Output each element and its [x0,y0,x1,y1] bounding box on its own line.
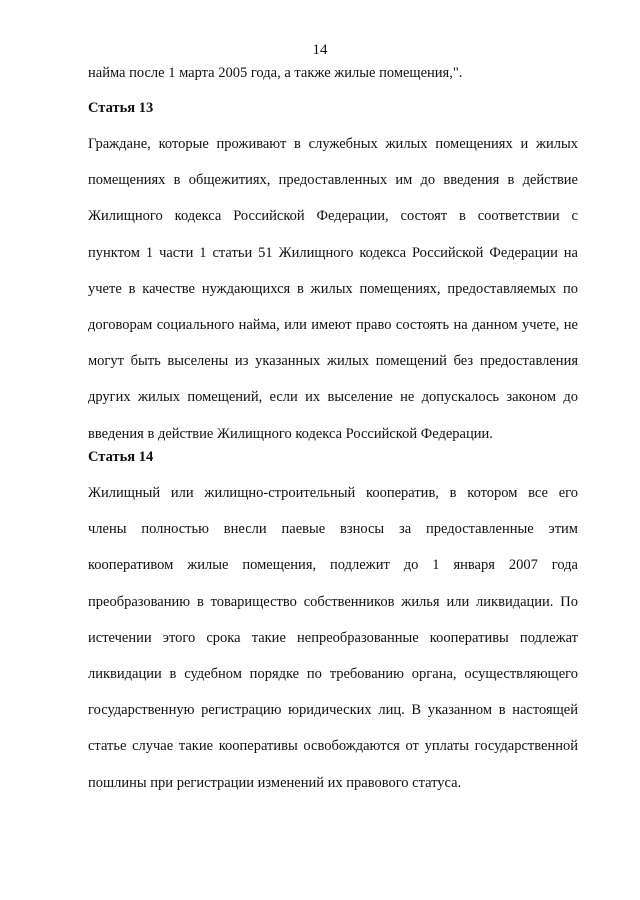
article-13-paragraph [88,126,578,452]
article-13-line: пунктом 1 части 1 статьи 51 Жилищного кодекса Российской Федерации на [88,244,578,261]
article-14-line: статье случае такие кооперативы освобождаются от уплаты государственной [88,738,578,755]
continuation-text: найма после 1 марта 2005 года, а также жилые помещения,". [88,65,463,81]
article-14-line: пошлины при регистрации изменений их правового статуса. [88,774,462,791]
article-14-line: ликвидации в судебном порядке по требованию органа, осуществляющего [88,666,578,683]
article-13-heading: Статья 13 [88,100,154,116]
article-13-line: Жилищного кодекса Российской Федерации, состоят в соответствии с [88,208,578,225]
article-14-heading: Статья 14 [88,449,154,465]
article-14-line: преобразованию в товарищество собственников жилья или ликвидации. По [88,593,578,610]
page-number: 14 [312,42,328,58]
article-13-line: могут быть выселены из указанных жилых помещений без предоставления [88,353,578,370]
article-13-line: Граждане, которые проживают в служебных жилых помещениях и жилых [88,136,578,152]
article-14-line: истечении этого срока такие непреобразованные кооперативы подлежат [88,629,578,646]
article-14-line: Жилищный или жилищно-строительный кооператив, в котором все его [88,485,578,501]
article-13-line: введения в действие Жилищного кодекса Российской Федерации. [88,425,493,442]
article-13-line: договорам социального найма, или имеют право состоять на данном учете, не [88,317,578,334]
article-13-line: учете в качестве нуждающихся в жилых помещениях, предоставляемых по [88,280,578,297]
article-14-line: государственную регистрацию юридических лиц. В указанном в настоящей [88,702,578,719]
article-14-paragraph [88,475,578,801]
article-13-line: помещениях в общежитиях, предоставленных им до введения в действие [88,172,578,189]
article-14-line: кооперативом жилые помещения, подлежит до 1 января 2007 года [88,557,578,574]
article-14-line: члены полностью внесли паевые взносы за предоставленные этим [88,521,578,538]
article-13-line: других жилых помещений, если их выселение не допускалось законом до [88,389,578,406]
